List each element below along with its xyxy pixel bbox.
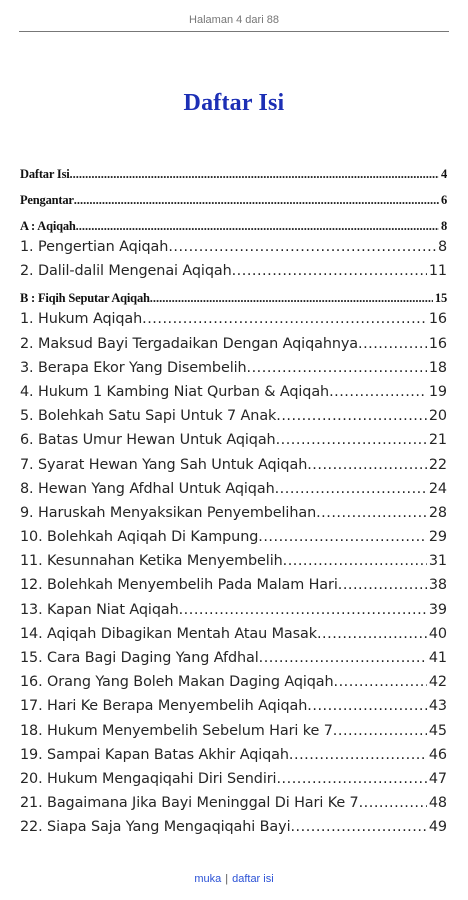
toc-item-label: 14. Aqiqah Dibagikan Mentah Atau Masak bbox=[20, 625, 317, 642]
leader-dots bbox=[289, 743, 427, 767]
toc-item-label: 16. Orang Yang Boleh Makan Daging Aqiqah bbox=[20, 674, 334, 691]
toc-item[interactable] bbox=[20, 815, 447, 839]
toc-item[interactable] bbox=[20, 549, 447, 573]
toc-item-page: 40 bbox=[428, 625, 447, 642]
toc-item-page: 21 bbox=[428, 432, 447, 449]
toc-item-page: 20 bbox=[428, 408, 447, 425]
toc-entry-label: B : Fiqih Seputar Aqiqah bbox=[20, 291, 150, 306]
page-title: Daftar Isi bbox=[183, 90, 285, 116]
footer-nav bbox=[0, 873, 468, 885]
toc-entry-page: 4 bbox=[440, 167, 447, 181]
toc-item[interactable] bbox=[20, 453, 447, 477]
leader-dots bbox=[307, 453, 427, 477]
page-indicator: Halaman 4 dari 88 bbox=[189, 14, 279, 26]
toc-item[interactable] bbox=[20, 380, 447, 404]
toc-item-page: 41 bbox=[428, 650, 447, 666]
leader-dots bbox=[334, 670, 427, 694]
toc-entry-page: 15 bbox=[434, 291, 447, 306]
toc-item-label: 1. Hukum Aqiqah bbox=[20, 311, 143, 328]
toc-item-page: 8 bbox=[437, 239, 447, 255]
toc-item-label: 7. Syarat Hewan Yang Sah Untuk Aqiqah bbox=[20, 456, 308, 473]
toc-item[interactable] bbox=[20, 598, 447, 622]
leader-dots bbox=[276, 428, 427, 452]
leader-dots bbox=[258, 525, 427, 549]
leader-dots bbox=[307, 694, 427, 718]
toc-entry-page: 6 bbox=[440, 193, 447, 207]
leader-dots bbox=[283, 549, 427, 573]
toc-item-label: 3. Berapa Ekor Yang Disembelih bbox=[20, 359, 247, 376]
toc-item-label: 17. Hari Ke Berapa Menyembelih Aqiqah bbox=[20, 698, 308, 715]
toc-item-label: 9. Haruskah Menyaksikan Penyembelihan bbox=[20, 504, 317, 521]
toc-item-label: 2. Maksud Bayi Tergadaikan Dengan Aqiqahnya bbox=[20, 335, 358, 352]
leader-dots bbox=[316, 501, 427, 525]
toc-item[interactable] bbox=[20, 404, 447, 428]
toc-item-label: 21. Bagaimana Jika Bayi Meninggal Di Hari Ke 7 bbox=[20, 795, 359, 812]
link-daftar-isi[interactable]: daftar isi bbox=[232, 873, 274, 885]
toc-item[interactable] bbox=[20, 743, 447, 767]
toc-item[interactable] bbox=[20, 307, 447, 331]
toc-item-page: 16 bbox=[428, 335, 447, 352]
toc-item-label: 12. Bolehkah Menyembelih Pada Malam Hari bbox=[20, 577, 338, 594]
toc-entry-daftar-isi[interactable] bbox=[20, 166, 447, 183]
toc-item-label: 19. Sampai Kapan Batas Akhir Aqiqah bbox=[20, 746, 289, 763]
leader-dots bbox=[358, 332, 427, 356]
leader-dots bbox=[70, 166, 439, 183]
toc-item[interactable] bbox=[20, 670, 447, 694]
toc-item[interactable] bbox=[20, 477, 447, 501]
toc-item-page: 31 bbox=[428, 553, 447, 570]
toc-item[interactable] bbox=[20, 356, 447, 380]
footer-separator: | bbox=[225, 873, 229, 885]
toc-item[interactable] bbox=[20, 694, 447, 718]
header-divider bbox=[19, 31, 449, 32]
leader-dots bbox=[179, 598, 427, 622]
toc-item-label: 2. Dalil-dalil Mengenai Aqiqah bbox=[20, 263, 232, 280]
toc-item-label: 11. Kesunnahan Ketika Menyembelih bbox=[20, 553, 283, 570]
toc-item-page: 38 bbox=[428, 577, 447, 594]
toc-item-label: 18. Hukum Menyembelih Sebelum Hari ke 7 bbox=[20, 722, 333, 739]
leader-dots bbox=[232, 259, 427, 283]
leader-dots bbox=[329, 380, 427, 404]
leader-dots bbox=[150, 290, 433, 307]
toc-entry-label: Daftar Isi bbox=[20, 167, 70, 181]
toc-item-page: 28 bbox=[428, 504, 447, 521]
toc-item-page: 45 bbox=[428, 722, 447, 739]
toc-entry-label: A : Aqiqah bbox=[20, 219, 76, 233]
toc-item-label: 20. Hukum Mengaqiqahi Diri Sendiri bbox=[20, 770, 277, 787]
toc-item-page: 29 bbox=[428, 529, 447, 546]
toc-item[interactable] bbox=[20, 501, 447, 525]
leader-dots bbox=[359, 791, 427, 815]
toc-item[interactable] bbox=[20, 525, 447, 549]
toc-item-label: 4. Hukum 1 Kambing Niat Qurban & Aqiqah bbox=[20, 383, 330, 400]
toc-item-label: 1. Pengertian Aqiqah bbox=[20, 239, 169, 255]
leader-dots bbox=[290, 815, 426, 839]
leader-dots bbox=[259, 646, 427, 670]
toc-entry-label: Pengantar bbox=[20, 193, 74, 207]
toc-item[interactable] bbox=[20, 646, 447, 670]
leader-dots bbox=[74, 192, 439, 209]
toc-item-label: 13. Kapan Niat Aqiqah bbox=[20, 601, 179, 618]
toc-item-page: 49 bbox=[428, 819, 447, 836]
toc-item[interactable] bbox=[20, 791, 447, 815]
toc-item[interactable] bbox=[20, 332, 447, 356]
leader-dots bbox=[333, 719, 427, 743]
toc-item-label: 15. Cara Bagi Daging Yang Afdhal bbox=[20, 650, 259, 666]
leader-dots bbox=[168, 235, 436, 259]
toc-item[interactable] bbox=[20, 767, 447, 791]
toc-item[interactable] bbox=[20, 719, 447, 743]
toc-item-page: 39 bbox=[428, 601, 447, 618]
toc-item-page: 19 bbox=[428, 383, 447, 400]
toc-item-page: 42 bbox=[428, 674, 447, 691]
toc-item[interactable] bbox=[20, 259, 447, 283]
link-muka[interactable]: muka bbox=[194, 873, 222, 885]
leader-dots bbox=[276, 767, 426, 791]
toc-item-label: 8. Hewan Yang Afdhal Untuk Aqiqah bbox=[20, 480, 275, 497]
toc-item-page: 22 bbox=[428, 456, 447, 473]
toc-item-page: 46 bbox=[428, 746, 447, 763]
toc-item-page: 47 bbox=[428, 770, 447, 787]
toc-item-page: 16 bbox=[428, 311, 447, 328]
toc-entry-page: 8 bbox=[440, 219, 447, 233]
toc-item-page: 24 bbox=[428, 480, 447, 497]
toc-item-page: 43 bbox=[428, 698, 447, 715]
table-of-contents bbox=[20, 166, 447, 840]
leader-dots bbox=[142, 307, 427, 331]
toc-item-page: 18 bbox=[428, 359, 447, 376]
leader-dots bbox=[76, 218, 439, 235]
leader-dots bbox=[338, 573, 427, 597]
section-b-list bbox=[20, 307, 447, 839]
toc-item-page: 48 bbox=[428, 795, 447, 812]
toc-item[interactable] bbox=[20, 622, 447, 646]
leader-dots bbox=[317, 622, 427, 646]
toc-item-label: 10. Bolehkah Aqiqah Di Kampung bbox=[20, 529, 259, 546]
toc-item-label: 5. Bolehkah Satu Sapi Untuk 7 Anak bbox=[20, 408, 277, 425]
toc-section-a[interactable] bbox=[20, 218, 447, 235]
toc-section-b[interactable] bbox=[20, 290, 447, 307]
toc-item-label: 22. Siapa Saja Yang Mengaqiqahi Bayi bbox=[20, 819, 291, 836]
toc-item[interactable] bbox=[20, 235, 447, 259]
toc-item[interactable] bbox=[20, 573, 447, 597]
leader-dots bbox=[275, 477, 427, 501]
toc-item-label: 6. Batas Umur Hewan Untuk Aqiqah bbox=[20, 432, 276, 449]
toc-item-page: 11 bbox=[428, 263, 447, 280]
toc-entry-pengantar[interactable] bbox=[20, 192, 447, 209]
leader-dots bbox=[276, 404, 427, 428]
toc-item[interactable] bbox=[20, 428, 447, 452]
leader-dots bbox=[247, 356, 427, 380]
